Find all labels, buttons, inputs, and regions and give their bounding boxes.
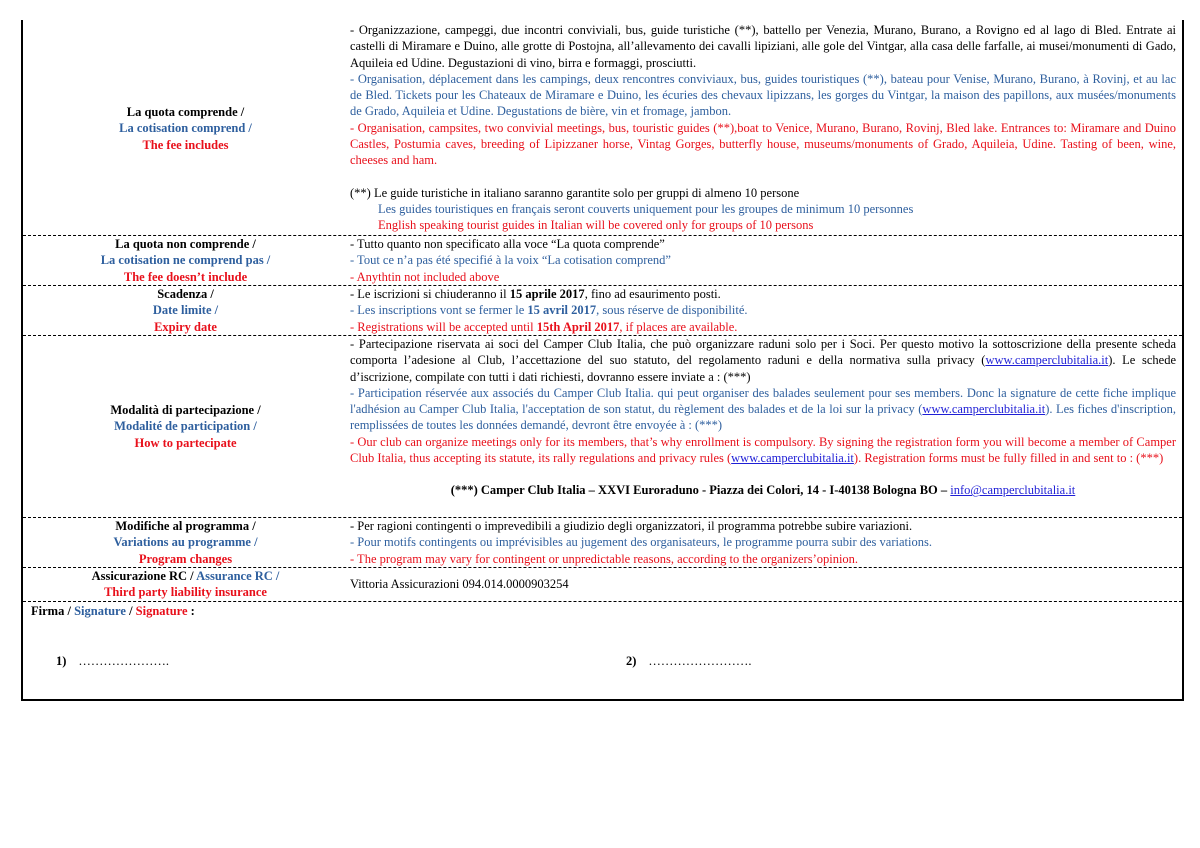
signature-field-1[interactable]: 1) …………………. (56, 654, 170, 668)
label-deadline: Scadenza / Date limite / Expiry date (152, 287, 219, 334)
label-participation: Modalità di partecipazione / Modalité de participation / How to partecipate (110, 403, 261, 450)
signature-title: Firma / Signature / Signature : (31, 604, 195, 618)
text-en: - Organisation, campsites, two convivial meetings, bus, touristic guides (**),boat to Venice, Murano, Burano, Rovinj, Bled lake. Entrances to: Miramare and Duino Castles, Postumia caves, breeding of Lipizzaner horse, Vintag Gorges, butterfly house, museums/monuments of Grado, Aquileia, Udine. Tasting of been, wine, cheeses and ham. (350, 120, 1176, 168)
content-participation: - Partecipazione riservata ai soci del Camper Club Italia, che può organizzare raduni solo per i Soci. Per questo motivo la sottoscrizione della presente scheda comporta l’adesione al Club, l’accettazione del suo statuto, del regolamento raduni e della normativa sulla privacy (www.camperclubitalia.it). Le schede d’iscrizione, compilate con tutti i dati richiesti, dovranno essere inviate a : (***) - Participation réservée aux associés du Camper Club Italia. qui peut organiser des balades seulement pour ses members. Donc la signature de cette fiche implique l'adhésion au Camper Club Italia, l'acceptation de son statut, du règlement des balades et de la loi sur la privacy (www.camperclubitalia.it). Les fiches d'inscription, remplissées de toutes les données demandé, devront être envoyée à : (***) - Our club can organize meetings only for its members, that’s why enrollment is compulsory. By signing the registration form you will become a member of Camper Club Italia, thus accepting its statute, its rally regulations and privacy rules (www.camperclubitalia.it). Registration forms must be fully filled in and sent to : (***) (***) Camper Club Italia – XXVI Euroraduno - Piazza dei Colori, 14 - I-40138 Bologna BO – info@camperclubitalia.it (350, 337, 1176, 498)
signature-field-2[interactable]: 2) ……………………. (626, 654, 752, 668)
content-program-changes: - Per ragioni contingenti o imprevedibili a giudizio degli organizzatori, il programma potrebbe subire variazioni. - Pour motifs contingents ou imprévisibles au jugement des organisateurs, le programme pourra subir des variations. - The program may vary for contingent or unpredictable reasons, according to the organizers’opinion. (350, 519, 932, 566)
row-insurance (23, 567, 1182, 602)
club-email-link[interactable]: info@camperclubitalia.it (950, 483, 1076, 498)
content-deadline: - Le iscrizioni si chiuderanno il 15 aprile 2017, fino ad esaurimento posti. - Les inscriptions vont se fermer le 15 avril 2017, sous réserve de disponibilité. - Registrations will be accepted until 15th April 2017, if places are available. (350, 287, 748, 334)
club-website-link[interactable]: www.camperclubitalia.it (922, 402, 1046, 417)
club-website-link[interactable]: www.camperclubitalia.it (985, 353, 1109, 368)
content-fee-includes (350, 22, 1176, 234)
content-fee-excludes: - Tutto quanto non specificato alla voce “La quota comprende” - Tout ce n’a pas été specifié à la voix “La cotisation comprend” - Anythtin not included above (350, 237, 671, 284)
club-website-link[interactable]: www.camperclubitalia.it (731, 451, 854, 466)
row-fee-excludes (23, 235, 1182, 286)
registration-form-table (21, 20, 1184, 701)
text-it: - Organizzazione, campeggi, due incontri conviviali, bus, guide turistiche (**), battello per Venezia, Murano, Burano, a Rovigno ed al lago di Bled. Entrate ai castelli di Miramare e Duino, alle grotte di Postojna, all’allevamento dei cavalli lipiziani, alle gole del Vintgar, alla casa delle farfalle, ai musei/monumenti di Gado, Aquileia ed Udine. Degustazioni di vino, birra e formaggi, prosciutti. (350, 23, 1176, 70)
label-program-changes: Modifiche al programma / Variations au programme / Program changes (113, 519, 258, 566)
label-fee-includes: La quota comprende / La cotisation comprend / The fee includes (119, 105, 252, 152)
label-fee-excludes: La quota non comprende / La cotisation ne comprend pas / The fee doesn’t include (100, 237, 271, 284)
row-program-changes (23, 517, 1182, 568)
guides-note: (**) Le guide turistiche in italiano saranno garantite solo per gruppi di almeno 10 persone Les guides touristiques en français seront couverts uniquement pour les groupes de minimum 10 personnes English speaking tourist guides in Italian will be covered only for groups of 10 persons (350, 185, 914, 233)
row-deadline (23, 285, 1182, 336)
club-address: (***) Camper Club Italia – XXVI Euroraduno - Piazza dei Colori, 14 - I-40138 Bologna BO – info@camperclubitalia.it (450, 483, 1076, 498)
content-insurance: Vittoria Assicurazioni 094.014.0000903254 (350, 577, 569, 591)
label-insurance: Assicurazione RC / Assurance RC / Third party liability insurance (91, 569, 280, 600)
text-fr: - Organisation, déplacement dans les campings, deux rencontres conviviaux, bus, guides touristiques (**), bateau pour Venise, Murano, Burano, à Rovinj, et au lac de Bled. Tickets pour les Chateaux de Miramare e Duino, les écuries des chevaux lipizzans, les gorges du Vintgar, la maison des papillons, aux musées/monuments de Grado, Aquileia et Udine. Degustations de bière, vin et fromage, jambon. (350, 71, 1176, 119)
row-fee-includes (23, 20, 1182, 236)
row-participation (23, 335, 1182, 518)
